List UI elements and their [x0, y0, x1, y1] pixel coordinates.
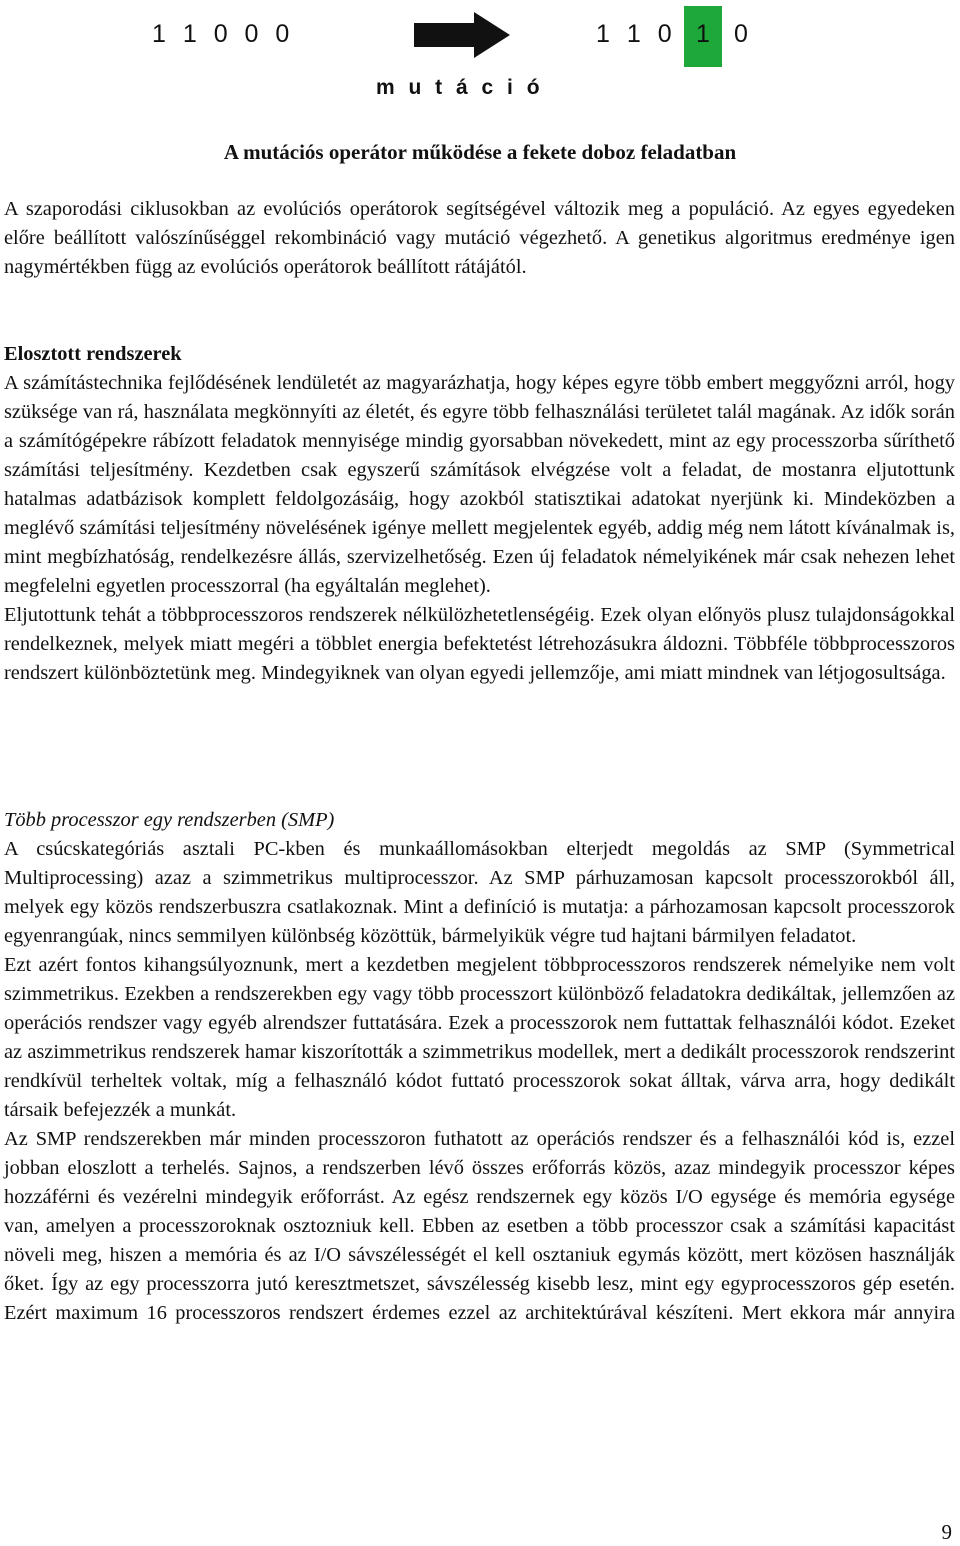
page-number: 9	[941, 1520, 952, 1544]
bitstring-before: 1 1 0 0 0	[152, 20, 295, 48]
figure-caption: A mutációs operátor működése a fekete doboz feladatban	[223, 140, 737, 164]
paragraph: Eljutottunk tehát a többprocesszoros rendszerek nélkülözhetetlenségéig. Ezek olyan előnyös plusz tulajdonságokkal rendelkeznek, melyek miatt megéri a többlet energia befektetést létrehozásukra áldozni. Többféle többprocesszoros rendszert különböztetünk meg. Mindegyiknek van olyan egyedi jellemzője, ami miatt mindnek van létjogosultsága.	[4, 604, 955, 684]
section-smp	[4, 806, 955, 1328]
section-heading: Több processzor egy rendszerben (SMP)	[4, 809, 335, 831]
paragraph: A számítástechnika fejlődésének lendületét az magyarázhatja, hogy képes egyre több embert meggyőzni arról, hogy szüksége van rá, használata megkönnyíti az életét, és egyre több felhasználási területet talál magának. Az idők során a számítógépekre rábízott feladatok mennyisége mindig gyorsabban növekedett, mint az egy processzorba sűríthető számítási teljesítmény. Kezdetben csak egyszerű számítások elvégzése volt a feladat, de mostanra eljutottunk hatalmas adatbázisok komplett feldolgozásáig, hogy azokból statisztikai adatokat nyerjünk ki. Mindeközben a meglévő számítási teljesítmény növelésének igénye mellett megjelentek egyéb, addig még nem látott kívánalmak is, mint megbízhatóság, rendelkezésre állás, szervizelhetőség. Ezen új feladatok némelyikének már csak nehezen lehet megfelelni egyetlen processzorral (ha egyáltalán meglehet).	[4, 372, 955, 597]
paragraph: Ezt azért fontos kihangsúlyoznunk, mert a kezdetben megjelent többprocesszoros rendszerek némelyike nem volt szimmetrikus. Ezekben a rendszerekben egy vagy több processzort különböző feladatokra dedikáltak, jellemzően az operációs rendszer vagy egyéb alrendszer futtatására. Ezek a processzorok nem futtattak felhasználói kódot. Ezeket az aszimmetrikus rendszerek hamar kiszorították a szimmetrikus modellek, mert a dedikált processzorok rendszerint rendkívül terheltek voltak, míg a felhasználó kódot futtató processzorok sokat álltak, várva arra, hogy dedikált társaik befejezzék a munkát.	[4, 954, 955, 1121]
mutation-label: m u t á c i ó	[376, 76, 544, 99]
mutation-figure	[0, 0, 960, 110]
mutated-bit: 1	[696, 20, 710, 48]
bitstring-after-suffix: 0	[734, 20, 748, 48]
intro-paragraph: A szaporodási ciklusokban az evolúciós operátorok segítségével változik meg a populáció. Az egyes egyedeken előre beállított valószínűséggel rekombináció vagy mutáció végezhető. A genetikus algoritmus eredménye igen nagymértékben függ az evolúciós operátorok beállított rátájától.	[4, 198, 955, 278]
bitstring-after-prefix: 1 1 0	[596, 20, 677, 48]
section-heading: Elosztott rendszerek	[4, 343, 182, 365]
paragraph: Az SMP rendszerekben már minden processzoron futhatott az operációs rendszer és a felhasználói kód is, ezzel jobban eloszlott a terhelés. Sajnos, a rendszerben lévő összes erőforrás közös, azaz mindegyik processzor képes hozzáférni és vezérelni mindegyik erőforrást. Az egész rendszernek egy közös I/O egysége és memória egysége van, amelyen a processzoroknak osztozniuk kell. Ebben az esetben a több processzor csak a számítási kapacitást növeli meg, hiszen a memória és az I/O sávszélességét el kell osztaniuk egymás között, mert közösen használják őket. Így az egy processzorra jutó keresztmetszet, sávszélesség kisebb lesz, mint egy egyprocesszoros gép esetén. Ezért maximum 16 processzoros rendszert érdemes ezzel az architektúrával készíteni. Mert ekkora már annyira	[4, 1128, 955, 1324]
intro-paragraph-block	[4, 195, 955, 282]
paragraph: A csúcskategóriás asztali PC-kben és munkaállomásokban elterjedt megoldás az SMP (Symmetrical Multiprocessing) azaz a szimmetrikus multiprocesszor. Az SMP párhuzamosan kapcsolt processzorokból áll, melyek egy közös rendszerbuszra csatlakoznak. Mint a definíció is mutatja: a párhozamosan kapcsolt processzorok egyenrangúak, nincs semmilyen különbség közöttük, bármelyikük végre tud hajtani bármilyen feladatot.	[4, 838, 955, 947]
arrow-right-icon	[414, 12, 514, 58]
section-distributed-systems	[4, 340, 955, 688]
